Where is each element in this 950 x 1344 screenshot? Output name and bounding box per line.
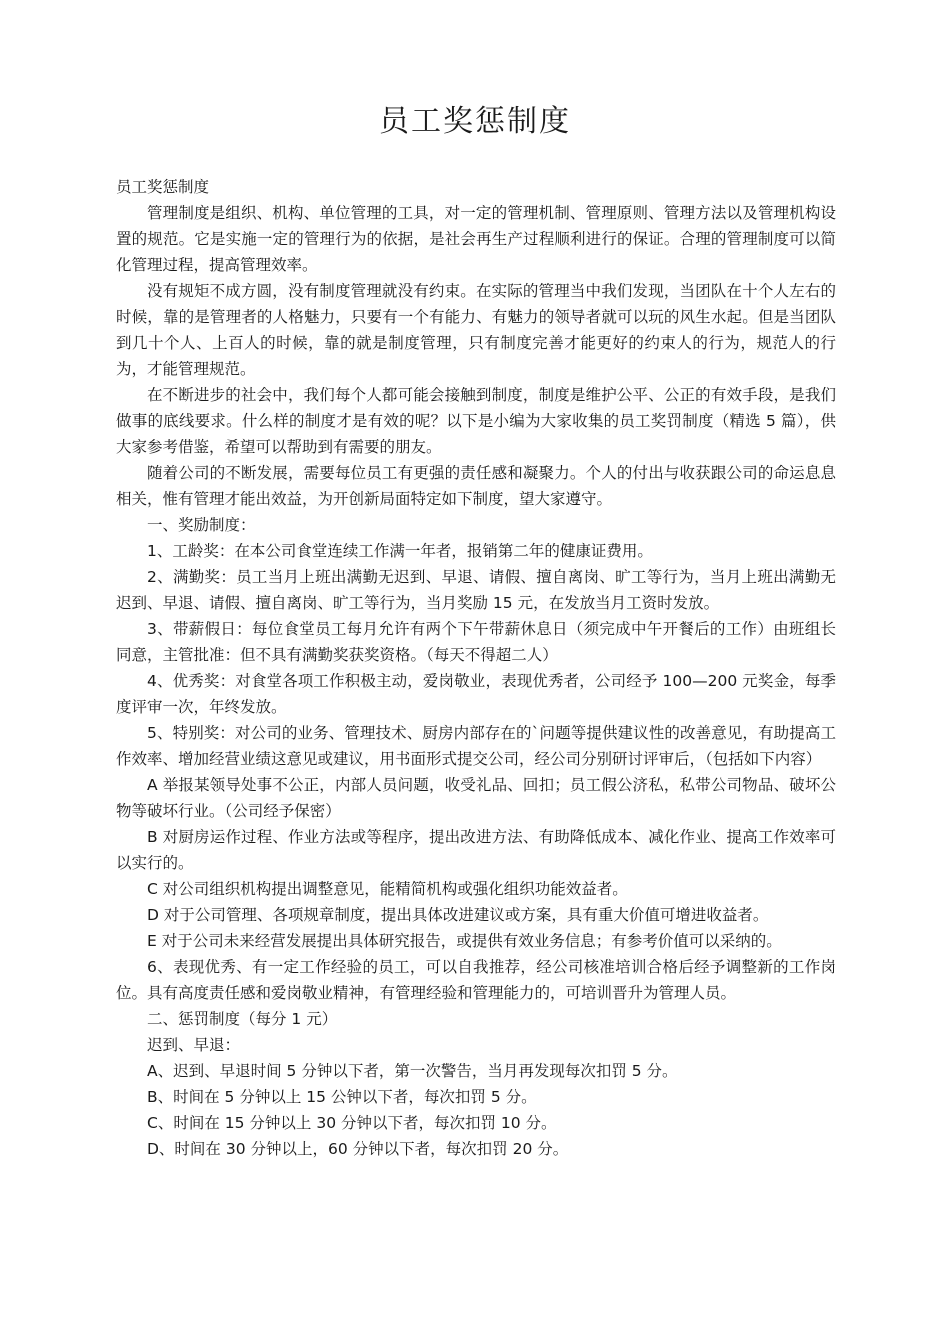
rule-subitem: A、迟到、早退时间 5 分钟以下者，第一次警告，当月再发现每次扣罚 5 分。 (147, 1062, 678, 1080)
rule-subitem: B、时间在 5 分钟以上 15 公钟以下者，每次扣罚 5 分。 (147, 1088, 537, 1106)
intro-paragraph: 管理制度是组织、机构、单位管理的工具，对一定的管理机制、管理原则、管理方法以及管理机构设置的规范。它是实施一定的管理行为的依据，是社会再生产过程顺利进行的保证。合理的管理制度可以简化管理过程，提高管理效率。 (116, 204, 836, 274)
rule-item: 6、表现优秀、有一定工作经验的员工，可以自我推荐，经公司核准培训合格后经予调整新的工作岗位。具有高度责任感和爱岗敬业精神，有管理经验和管理能力的，可培训晋升为管理人员。 (116, 958, 836, 1002)
rule-item: 3、带薪假日：每位食堂员工每月允许有两个下午带薪休息日（须完成中午开餐后的工作）由班组长同意，主管批准：但不具有满勤奖获奖资格。（每天不得超二人） (116, 620, 836, 664)
intro-paragraph: 在不断进步的社会中，我们每个人都可能会接触到制度，制度是维护公平、公正的有效手段，是我们做事的底线要求。什么样的制度才是有效的呢？以下是小编为大家收集的员工奖罚制度（精选 5 篇），供大家参考借鉴，希望可以帮助到有需要的朋友。 (116, 386, 836, 456)
rule-subitem: A 举报某领导处事不公正，内部人员问题，收受礼品、回扣；员工假公济私，私带公司物品、破坏公物等破坏行业。（公司经予保密） (116, 776, 836, 820)
subtitle-paragraph: 员工奖惩制度 (116, 178, 210, 196)
rule-item: 2、满勤奖：员工当月上班出满勤无迟到、早退、请假、擅自离岗、旷工等行为，当月上班出满勤无迟到、早退、请假、擅自离岗、旷工等行为，当月奖励 15 元，在发放当月工资时发放。 (116, 568, 836, 612)
intro-paragraph: 随着公司的不断发展，需要每位员工有更强的责任感和凝聚力。个人的付出与收获跟公司的命运息息相关，惟有管理才能出效益，为开创新局面特定如下制度，望大家遵守。 (116, 464, 836, 508)
rule-subitem: D、时间在 30 分钟以上，60 分钟以下者，每次扣罚 20 分。 (147, 1140, 569, 1158)
rule-subitem: E 对于公司未来经营发展提出具体研究报告，或提供有效业务信息；有参考价值可以采纳的。 (147, 932, 782, 950)
rule-item: 1、工龄奖：在本公司食堂连续工作满一年者，报销第二年的健康证费用。 (147, 542, 653, 560)
section-heading: 一、奖励制度： (147, 516, 256, 534)
rule-item: 迟到、早退： (147, 1036, 241, 1054)
rule-item: 5、特别奖：对公司的业务、管理技术、厨房内部存在的`问题等提供建议性的改善意见，有助提高工作效率、增加经营业绩这意见或建议，用书面形式提交公司，经公司分别研讨评审后，（包括如下内容） (116, 724, 836, 768)
rule-subitem: D 对于公司管理、各项规章制度，提出具体改进建议或方案，具有重大价值可增进收益者。 (147, 906, 769, 924)
intro-paragraph: 没有规矩不成方圆，没有制度管理就没有约束。在实际的管理当中我们发现，当团队在十个人左右的时候，靠的是管理者的人格魅力，只要有一个有能力、有魅力的领导者就可以玩的风生水起。但是当团队到几十个人、上百人的时候，靠的就是制度管理，只有制度完善才能更好的约束人的行为，规范人的行为，才能管理规范。 (116, 282, 836, 378)
document-title: 员工奖惩制度 (379, 104, 571, 139)
rule-subitem: B 对厨房运作过程、作业方法或等程序，提出改进方法、有助降低成本、减化作业、提高工作效率可以实行的。 (116, 828, 836, 872)
rule-subitem: C、时间在 15 分钟以上 30 分钟以下者，每次扣罚 10 分。 (147, 1114, 557, 1132)
document-body (116, 174, 836, 1162)
section-heading: 二、惩罚制度（每分 1 元） (147, 1010, 338, 1028)
rule-item: 4、优秀奖：对食堂各项工作积极主动，爱岗敬业，表现优秀者，公司经予 100—200 元奖金，每季度评审一次，年终发放。 (116, 672, 836, 716)
rule-subitem: C 对公司组织机构提出调整意见，能精简机构或强化组织功能效益者。 (147, 880, 628, 898)
